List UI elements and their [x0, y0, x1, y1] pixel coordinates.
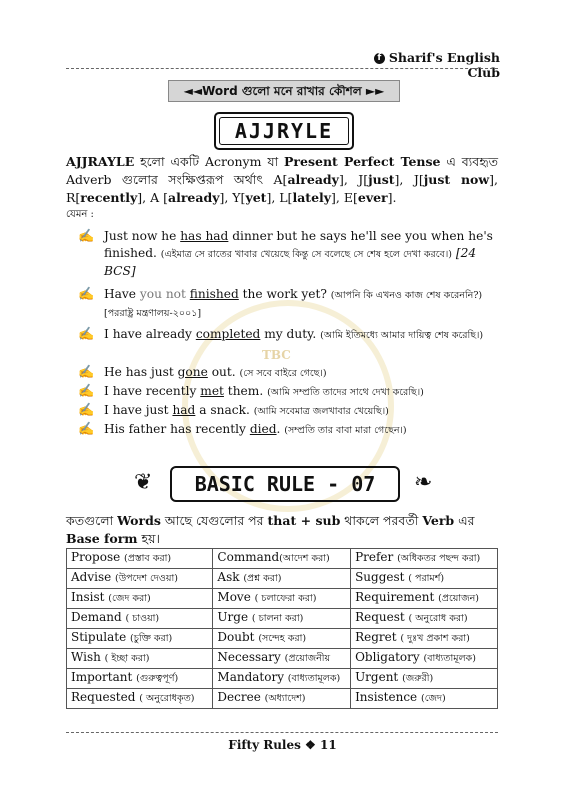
- word: Insist: [71, 590, 109, 604]
- trick-label: ◄◄Word গুলো মনে রাখার কৌশল ►►: [168, 80, 400, 102]
- table-cell: [213, 609, 351, 629]
- word: Insistence: [355, 690, 421, 704]
- table-row: [67, 629, 498, 649]
- word: Propose: [71, 550, 125, 564]
- rule-intro: কতগুলো Words আছে যেগুলোর পর that + sub থাকলে পরবর্তী Verb এর Base form হয়।: [66, 513, 475, 546]
- example-item: ✍ Just now he has had dinner but he says he'll see you when he's finished. (এইমাত্র সে রাতের খাবার খেয়েছে কিন্তু সে বলেছে সে শেষ হলে দেখা করবে।) [24 BCS]: [78, 229, 493, 278]
- word: Necessary: [217, 650, 285, 664]
- example-item: ✍ His father has recently died. (সম্প্রতি তার বাবা মারা গেছেন।): [78, 422, 407, 437]
- meaning: ( অনুরোধকৃত): [139, 693, 195, 704]
- words-table: [66, 548, 498, 709]
- meaning: (আদেশ করা): [279, 553, 330, 564]
- watermark-text: TBC: [262, 348, 291, 362]
- meaning: ( চালনা করা): [251, 613, 304, 624]
- table-cell: [67, 609, 213, 629]
- pen-icon: ✍: [78, 403, 95, 418]
- pen-icon: ✍: [78, 365, 95, 380]
- word: Demand: [71, 610, 126, 624]
- meaning: (জেদ): [420, 693, 446, 704]
- example-item: ✍ He has just gone out. (সে সবে বাইরে গেছে।): [78, 365, 327, 380]
- table-row: [67, 589, 498, 609]
- table-cell: [351, 649, 498, 669]
- example-label: যেমন :: [66, 209, 94, 220]
- ornament-left-icon: ❦: [134, 470, 153, 495]
- pen-icon: ✍: [78, 422, 95, 437]
- page-header: [350, 50, 500, 80]
- word: Suggest: [355, 570, 409, 584]
- table-cell: [351, 589, 498, 609]
- facebook-icon: f: [374, 53, 385, 64]
- word: Doubt: [217, 630, 259, 644]
- table-cell: [213, 589, 351, 609]
- word: Wish: [71, 650, 105, 664]
- table-cell: [351, 569, 498, 589]
- word: Mandatory: [217, 670, 288, 684]
- word: Requirement: [355, 590, 439, 604]
- meaning: (বাধ্যতামূলক): [423, 653, 476, 664]
- meaning: (প্রয়োজনীয়: [284, 653, 331, 664]
- meaning: ( ইচ্ছা করা): [104, 653, 150, 664]
- ornament-right-icon: ❧: [414, 470, 433, 495]
- word: Command: [217, 550, 280, 564]
- word: Prefer: [355, 550, 398, 564]
- meaning: (অধিকতর পছন্দ করা): [397, 553, 481, 564]
- acronym-box: AJJRYLE: [214, 112, 354, 150]
- word: Urgent: [355, 670, 403, 684]
- table-row: [67, 569, 498, 589]
- table-row: [67, 549, 498, 569]
- table-row: [67, 609, 498, 629]
- table-cell: [213, 669, 351, 689]
- word: Advise: [71, 570, 116, 584]
- table-cell: [213, 689, 351, 709]
- table-cell: [213, 549, 351, 569]
- meaning: ( চাওয়া): [125, 613, 160, 624]
- pen-icon: ✍: [78, 229, 95, 244]
- word: Requested: [71, 690, 140, 704]
- word: Urge: [217, 610, 252, 624]
- intro-paragraph: AJJRAYLE হলো একটি Acronym যা Present Perfect Tense এ ব্যবহৃত Adverb গুলোর সংক্ষিপ্তরূপ অর্থাৎ A[already], J[just], J[just now], R[recently], A [already], Y[yet], L[lately], E[ever].: [66, 154, 498, 205]
- table-cell: [67, 569, 213, 589]
- table-cell: [67, 589, 213, 609]
- table-cell: [67, 549, 213, 569]
- table-cell: [351, 689, 498, 709]
- meaning: ( অনুরোধ করা): [408, 613, 468, 624]
- footer-divider: [66, 732, 498, 733]
- meaning: (জেদ করা): [108, 593, 151, 604]
- meaning: ( দুঃখ প্রকাশ করা): [400, 633, 470, 644]
- rule-banner: [126, 462, 444, 506]
- word: Request: [355, 610, 409, 624]
- word: Obligatory: [355, 650, 424, 664]
- table-row: [67, 649, 498, 669]
- meaning: (প্রস্তাব করা): [124, 553, 172, 564]
- table-row: [67, 689, 498, 709]
- table-cell: [213, 649, 351, 669]
- table-cell: [67, 689, 213, 709]
- table-cell: [351, 609, 498, 629]
- word: Stipulate: [71, 630, 131, 644]
- meaning: (প্রশ্ন করা): [243, 573, 282, 584]
- word: Regret: [355, 630, 401, 644]
- meaning: (উপদেশ দেওয়া): [115, 573, 178, 584]
- table-cell: [213, 629, 351, 649]
- meaning: (অধ্যাদেশ): [264, 693, 306, 704]
- word: Move: [217, 590, 255, 604]
- meaning: (জরুরী): [402, 673, 434, 684]
- meaning: ( চলাফেরা করা): [254, 593, 317, 604]
- meaning: ( পরামর্শ): [408, 573, 445, 584]
- club-name: Sharif's English Club: [388, 50, 500, 80]
- table-row: [67, 669, 498, 689]
- word: Decree: [217, 690, 265, 704]
- meaning: (প্রয়োজন): [438, 593, 479, 604]
- table-cell: [351, 669, 498, 689]
- example-item: ✍ I have recently met them. (আমি সম্প্রতি তাদের সাথে দেখা করেছি।): [78, 384, 424, 399]
- meaning: (চুক্তি করা): [130, 633, 173, 644]
- pen-icon: ✍: [78, 327, 95, 342]
- table-cell: [213, 569, 351, 589]
- table-cell: [67, 669, 213, 689]
- example-item: ✍ Have you not finished the work yet? (আপনি কি এখনও কাজ শেষ করেননি?) [পররাষ্ট্র মন্ত্রণালয়-২০০১]: [78, 287, 483, 319]
- rule-title: BASIC RULE - 07: [170, 466, 400, 502]
- table-cell: [67, 649, 213, 669]
- meaning: (বাধ্যতামূলক): [287, 673, 341, 684]
- word: Important: [71, 670, 137, 684]
- meaning: (সন্দেহ করা): [258, 633, 307, 644]
- page-footer: Fifty Rules ❖ 11: [228, 738, 337, 752]
- table-cell: [351, 629, 498, 649]
- example-item: ✍ I have just had a snack. (আমি সবেমাত্র জলখাবার খেয়েছি।): [78, 403, 389, 418]
- pen-icon: ✍: [78, 384, 95, 399]
- meaning: (গুরুত্বপূর্ণ): [136, 673, 179, 684]
- word: Ask: [217, 570, 244, 584]
- table-cell: [67, 629, 213, 649]
- table-cell: [351, 549, 498, 569]
- header-divider: [66, 68, 498, 69]
- example-item: ✍ I have already completed my duty. (আমি ইতিমধ্যে আমার দায়িত্ব শেষ করেছি।): [78, 327, 484, 342]
- pen-icon: ✍: [78, 287, 95, 302]
